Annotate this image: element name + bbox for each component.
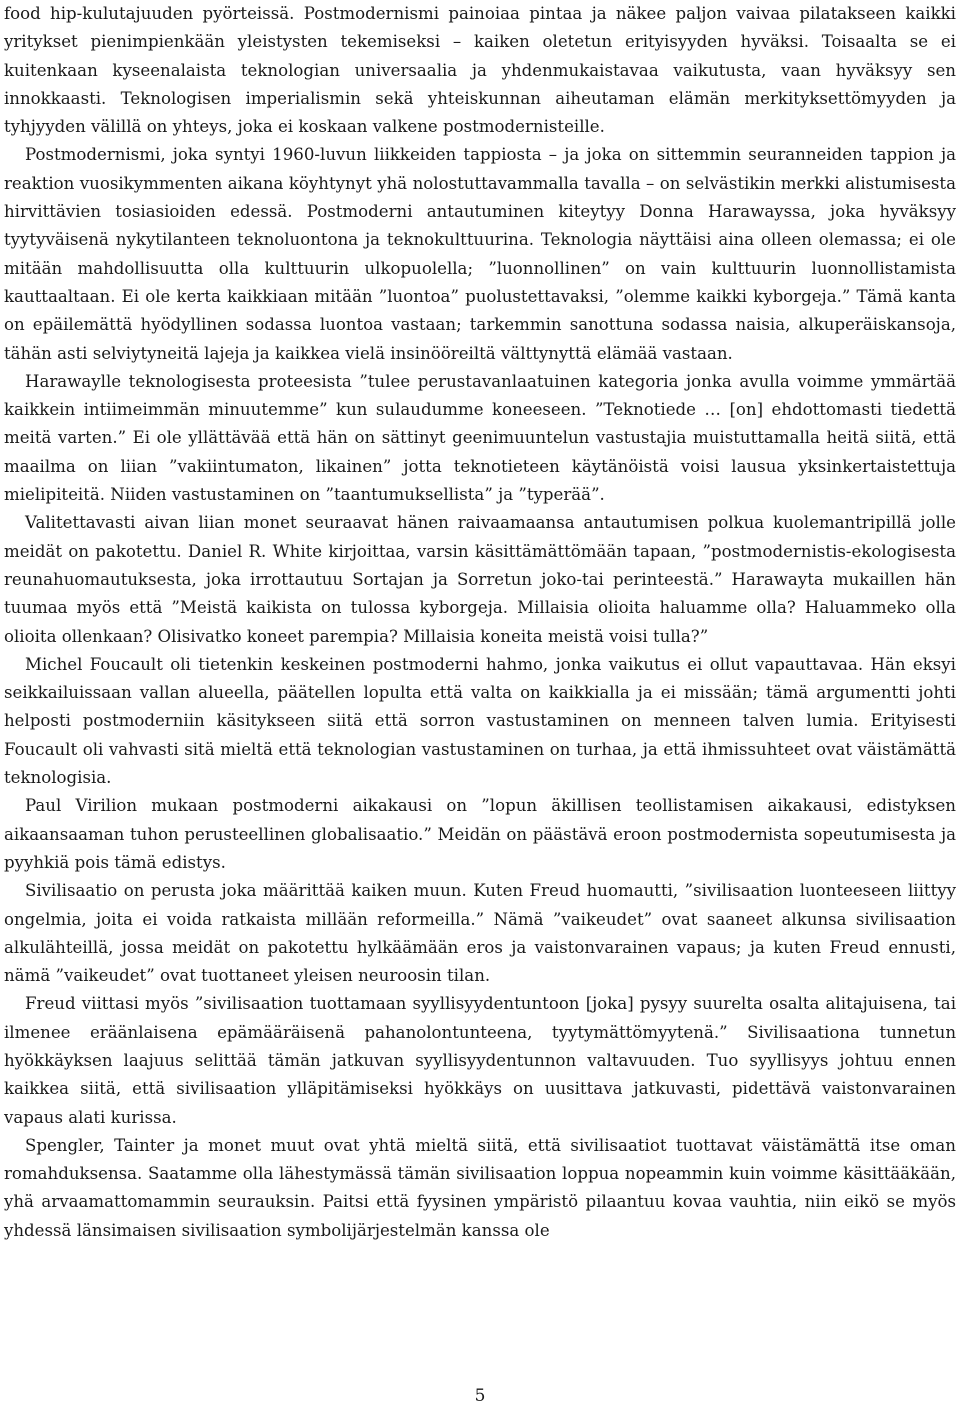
paragraph-continued: food hip-kulutajuuden pyörteissä. Postmodernismi painoiaa pintaa ja näkee paljon vaivaa pilatakseen kaikki yritykset pienimpienkään yleistysten tekemiseksi – kaiken oletetun erityisyyden hyväksi. Toisaalta se ei kuitenkaan kyseenalaista teknologian universaalia ja yhdenmukaistavaa vaikutusta, vaan hyväksyy sen innokkaasti. Teknologisen imperialismin sekä yhteiskunnan aiheutaman elämän merkityksettömyyden ja tyhjyyden välillä on yhteys, joka ei koskaan valkene postmodernisteille. bbox=[4, 4, 956, 137]
page-number: 5 bbox=[474, 1386, 486, 1406]
paragraph: Harawaylle teknologisesta proteesista ”tulee perustavanlaatuinen kategoria jonka avulla voimme ymmärtää kaikkein intiimeimmän minuutemme” kun sulaudumme koneeseen. ”Teknotiede … [on] ehdottomasti tiedettä meitä varten.” Ei ole yllättävää että hän on sättinyt geenimuuntelun vastustajia muistuttamalla heitä siitä, että maailma on liian ”vakiintumaton, likainen” jotta teknotieteen käytänöistä voisi lausua yksinkertaistettuja mielipiteitä. Niiden vastustaminen on ”taantumuksellista” ja ”typerää”. bbox=[4, 371, 956, 505]
paragraph: Spengler, Tainter ja monet muut ovat yhtä mieltä siitä, että sivilisaatiot tuottavat väistämättä itse oman romahduksensa. Saatamme olla lähestymässä tämän sivilisaation loppua nopeammin kuin voimme käsittääkään, yhä arvaamattomammin seurauksin. Paitsi että fyysinen ympäristö pilaantuu kovaa vauhtia, niin eikö se myös yhdessä länsimaisen sivilisaation symbolijärjestelmän kanssa ole bbox=[4, 1135, 956, 1240]
paragraph: Postmodernismi, joka syntyi 1960-luvun liikkeiden tappiosta – ja joka on sittemmin seuranneiden tappion ja reaktion vuosikymmenten aikana köyhtynyt yhä nolostuttavammalla tavalla – on selvästikin merkki alistumisesta hirvittävien tosiasioiden edessä. Postmoderni antautuminen kiteytyy Donna Harawayssa, joka hyväksyy tyytyväisenä nykytilanteen teknoluontona ja teknokulttuurina. Teknologia näyttäisi aina olleen olemassa; ei ole mitään mahdollisuutta olla kulttuurin ulkopuolella; ”luonnollinen” on vain kulttuurin luonnollistamista kauttaaltaan. Ei ole kerta kaikkiaan mitään ”luontoa” puolustettavaksi, ”olemme kaikki kyborgeja.” Tämä kanta on epäilemättä hyödyllinen sodassa luontoa vastaan; tarkemmin sanottuna sodassa naisia, alkuperäiskansoja, tähän asti selviytyneitä lajeja ja kaikkea vielä insinööreiltä välttynyttä elämää vastaan. bbox=[4, 145, 956, 363]
paragraph: Freud viittasi myös ”sivilisaation tuottamaan syyllisyydentuntoon [joka] pysyy suurelta osalta alitajuisena, tai ilmenee eräänlaisena epämääräisenä pahanolontunteena, tyytymättömyytenä.” Sivilisaationa tunnetun hyökkäyksen laajuus selittää tämän jatkuvan syyllisyydentunnon valtavuuden. Tuo syyllisyys johtuu ennen kaikkea siitä, että sivilisaation ylläpitämiseksi hyökkäys on uusittava jatkuvasti, pidettävä vaistonvarainen vapaus alati kurissa. bbox=[4, 994, 956, 1127]
paragraph: Sivilisaatio on perusta joka määrittää kaiken muun. Kuten Freud huomautti, ”sivilisaation luonteeseen liittyy ongelmia, joita ei voida ratkaista millään reformeilla.” Nämä ”vaikeudet” ovat saaneet alkunsa sivilisaation alkulähteillä, jossa meidät on pakotettu hylkäämään eros ja vaistonvarainen vapaus; ja kuten Freud ennusti, nämä ”vaikeudet” ovat tuottaneet yleisen neuroosin tilan. bbox=[4, 881, 956, 986]
document-body bbox=[4, 0, 956, 1245]
paragraph: Paul Virilion mukaan postmoderni aikakausi on ”lopun äkillisen teollistamisen aikakausi, edistyksen aikaansaaman tuhon perusteellinen globalisaatio.” Meidän on päästävä eroon postmodernista sopeutumisesta ja pyyhkiä pois tämä edistys. bbox=[4, 796, 956, 872]
paragraph: Valitettavasti aivan liian monet seuraavat hänen raivaamaansa antautumisen polkua kuolemantripillä jolle meidät on pakotettu. Daniel R. White kirjoittaa, varsin käsittämättömään tapaan, ”postmodernistis-ekologisesta reunahuomautuksesta, joka irrottautuu Sortajan ja Sorretun joko-tai perinteestä.” Harawayta mukaillen hän tuumaa myös että ”Meistä kaikista on tulossa kyborgeja. Millaisia olioita haluamme olla? Haluammeko olla olioita ollenkaan? Olisivatko koneet parempia? Millaisia koneita meistä voisi tulla?” bbox=[4, 513, 956, 646]
paragraph: Michel Foucault oli tietenkin keskeinen postmoderni hahmo, jonka vaikutus ei ollut vapauttavaa. Hän eksyi seikkailuissaan vallan alueella, päätellen lopulta että valta on kaikkialla ja ei missään; tämä argumentti johti helposti postmoderniin käsitykseen siitä että sorron vastustaminen on menneen talven lumia. Erityisesti Foucault oli vahvasti sitä mieltä että teknologian vastustaminen on turhaa, ja että ihmissuhteet ovat väistämättä teknologisia. bbox=[4, 654, 956, 788]
